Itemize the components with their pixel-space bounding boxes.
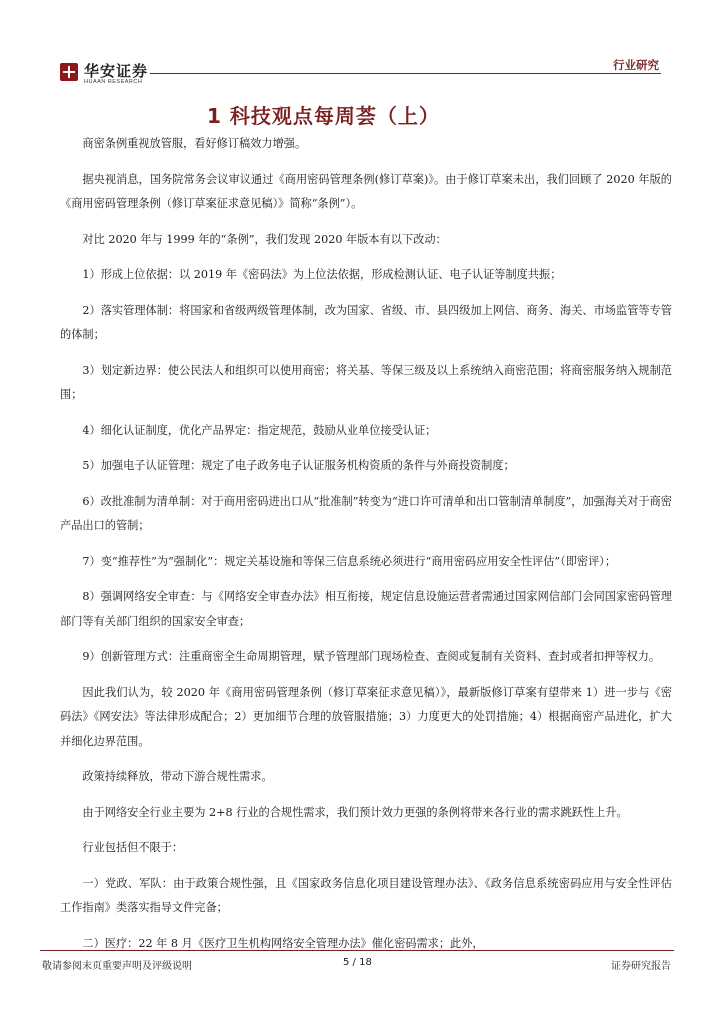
footer-divider — [40, 950, 674, 951]
paragraph: 4）细化认证制度，优化产品界定：指定规范，鼓励从业单位接受认证； — [82, 423, 437, 437]
paragraph: 7）变“推荐性”为“强制化”：规定关基设施和等保三信息系统必须进行“商用密码应用安全性评估”（即密评）； — [82, 554, 617, 568]
paragraph: 二）医疗：22 年 8 月《医疗卫生机构网络安全管理办法》催化密码需求；此外， — [82, 936, 484, 950]
paragraph: 据央视消息，国务院常务会议审议通过《商用密码管理条例(修订草案)》。由于修订草案未出，我们回顾了 2020 年版的《商用密码管理条例（修订草案征求意见稿）》简称“条例”）。 — [60, 172, 672, 210]
paragraph: 5）加强电子认证管理：规定了电子政务电子认证服务机构资质的条件与外商投资制度； — [82, 459, 515, 472]
paragraph: 8）强调网络安全审查：与《网络安全审查办法》相互衔接，规定信息设施运营者需通过国家网信部门会同国家密码管理部门等有关部门组织的国家安全审查； — [60, 590, 672, 628]
paragraph: 9）创新管理方式：注重商密全生命周期管理，赋予管理部门现场检查、查阅或复制有关资料、查封或者扣押等权力。 — [82, 650, 661, 663]
disclaimer-note: 敬请参阅末页重要声明及评级说明 — [42, 961, 192, 972]
paragraph: 一）党政、军队：由于政策合规性强，且《国家政务信息化项目建设管理办法》、《政务信息系统密码应用与安全性评估工作指南》类落实指导文件完备； — [60, 876, 672, 914]
page-header — [0, 0, 724, 90]
report-category: 行业研究 — [607, 57, 659, 73]
paragraph: 商密条例重视放管服，看好修订稿效力增强。 — [82, 137, 307, 150]
company-logo-icon — [60, 63, 78, 81]
report-type: 证券研究报告 — [611, 961, 671, 972]
paragraph: 因此我们认为，较 2020 年《商用密码管理条例（修订草案征求意见稿）》，最新版修订草案有望带来 1）进一步与《密码法》《网安法》等法律形成配合；2）更加细节合理的放管服措施；3）力度更大的处罚措施；4）根据商密产品进化，扩大并细化边界范围。 — [60, 685, 672, 748]
paragraph: 1）形成上位依据：以 2019 年《密码法》为上位法依据，形成检测认证、电子认证等制度共振； — [82, 268, 562, 281]
paragraph: 政策持续释放，带动下游合规性需求。 — [82, 770, 273, 783]
paragraph: 行业包括但不限于： — [82, 841, 184, 854]
paragraph: 由于网络安全行业主要为 2+8 行业的合规性需求，我们预计效力更强的条例将带来各行业的需求跳跃性上升。 — [82, 805, 628, 819]
section-title: 1 科技观点每周荟（上） — [207, 104, 440, 128]
header-divider — [150, 73, 661, 74]
brand-name: 华安证券 — [84, 62, 149, 80]
paragraph: 6）改批准制为清单制：对于商用密码进出口从“批准制”转变为“进口许可清单和出口管制清单制度”，加强海关对于商密产品出口的管制； — [60, 494, 672, 532]
paragraph: 对比 2020 年与 1999 年的“条例”，我们发现 2020 年版本有以下改动： — [82, 232, 447, 246]
body-content — [60, 132, 672, 967]
paragraph: 2）落实管理体制：将国家和省级两级管理体制，改为国家、省级、市、县四级加上网信、商务、海关、市场监管等专管的体制； — [60, 303, 672, 341]
page-number: 5 / 18 — [343, 957, 372, 968]
paragraph: 3）划定新边界：使公民法人和组织可以使用商密；将关基、等保三级及以上系统纳入商密范围；将商密服务纳入规制范围； — [60, 363, 672, 401]
brand-name-en: HUAAN RESEARCH — [84, 79, 143, 85]
